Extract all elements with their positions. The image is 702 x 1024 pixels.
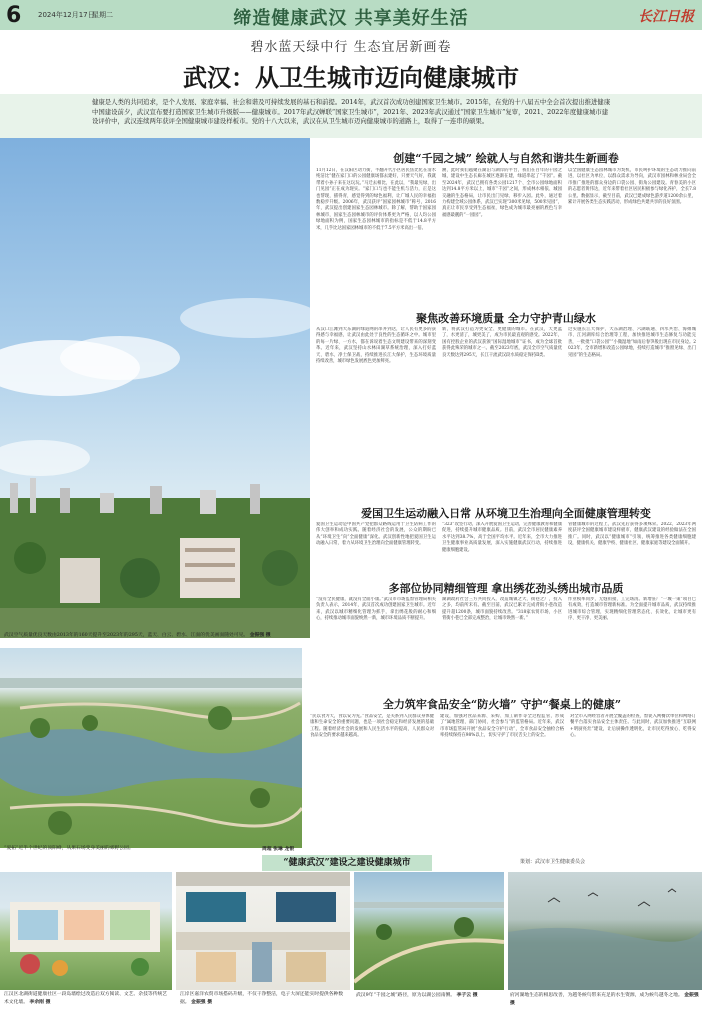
bottom-series-note: 策划：武汉市卫生健康委员会 (520, 859, 586, 865)
section2-col2: 新，将武汉打造为更安全、更健康的城市。在武汉，天更蓝了，水更清了，城更美了，成为市民最直观的感受。2022年，国有控股企业的武汉获颁“国际湿地城市”证书，成为全球首批获得此殊荣的城市之一。截至2023年底，武汉全市空气质量优良天数达到295天，长江干流武汉段水质稳定保持Ⅱ类。 (442, 327, 562, 358)
section2-col3: 过实施长江大保护、大东湖治理、六湖联通、四水共治、海绵城市、江河湖库综合治理等工程，加快推进城市生态修复与功能完善，一批批“口袋公园”“小微湿地”如雨后春笋般出现在市民身边。2023年，全市新增和改造公园绿地，持续打造城市“推窗见绿、出门见园”的生态格局。 (568, 327, 696, 358)
section5-col2: 建设，加强对食品来源、采购、加工制作等全过程监管，形成了“属地管理、部门协同、社会参与”的监管格局。近年来，武汉市市场监管局开展“食品安全守护行动”，全市食品安全抽检合格率持续保持在98%以上，切实守护了市民舌尖上的安全。 (440, 714, 564, 739)
section1-col1: 11月12日，在汉阳区动力街，半翻开代小区居民焦比化在清水纯洁比“健在家门口的公园健康场都去建好，只要天气好，我就带着小孙子来在这玩玩。”马迁去相比，在此以，“我最见绿，出门见园”正在成为现实。“家门口与也不能生机与活力，正是这也帮现，描得青，感觉得到的绿色福利，让广城人民的幸福指数稳步升级。2006年，武汉获评“国家园林城市”称号，2016年，武汉提出创建国家生态园林城市。除了解，帮助于国家园林城市，国家生态园林城市的评价体系更为严格，以人均公园绿地面积为例，国家生态园林城市的指标是不低于14.8平方米，几乎比达国家园林城市的不低于7.5平方米高出一倍。 (316, 168, 436, 231)
park-aerial-photo (0, 648, 302, 848)
section-heading-5: 全力筑牢食品安全“防火墙” 守护“餐桌上的健康” (382, 698, 622, 711)
issue-date: 2024年12月17日 (38, 11, 95, 19)
photo1-caption-text: 武汉空气质量优良天数由2013年的160天提升至2023年的295天，蓝天、白云、碧水、江面的优美画面随处可见。 (4, 633, 249, 638)
subheadline: 碧水蓝天绿中行 生态宜居新画卷 (250, 40, 452, 55)
section-title: 缔造健康武汉 共享美好生活 (233, 8, 469, 29)
section1-col2: 溯，此时我们越聚在湖泊与湖岸的平台，我们在百年的千园之城，建设中生态长廊在城区逐渐在建，绿道串起了“千园”。截至2024年，武汉已拥有各类公园1217个、全市公园绿地面积达到14.8平方米以上，城市“千园”之间，形成林水相依、城园交融的生态格局，让市民出门见绿、移步入园。此外，通过着力构建全域公园体系，武汉已实现“300米见绿，500米见园”，真正让市民享受到生态福祉，绿色成为城市最亮丽的底色与幸福感最靓的“一园园”。 (442, 168, 562, 218)
photo1-caption (4, 632, 308, 640)
thumb-greenway-photo (354, 872, 504, 990)
thumb3-credit: 李子云 摄 (456, 992, 478, 998)
section4-col2: 湖湖政府社会三方共同投入，改造城镇之大、街巷之广，投入之多，均前所未有。截至目前，武汉已累计完成背街小巷改造提升超1200条，城市面貌持续改善。“318家农贸市场，小区背街小巷已全部完成整治，让城市焕然一新。” (442, 597, 562, 622)
section-heading-1: 创建“千园之城” 绘就人与自然和谐共生新画卷 (393, 152, 619, 165)
newspaper-logo: 长江日报 (638, 9, 694, 25)
thumb1-caption: 江汉区北湖街道健康社区一段岛墙绘过改造后双方阅读、文艺、杂技等传统艺术文化墙。 李余刚 摄 (4, 992, 168, 1005)
lead-paragraph: 健康是人类的共同追求，是个人发展、家庭幸福、社会和谐及可持续发展的基石和前提。2014年，武汉首次成功创建国家卫生城市。2015年，在党的十八届五中全会首次提出推进健康中国建设前夕，武汉宣布要打造国家卫生城市升级版——健康城市。2017年武汉蝉联“国家卫生城市”，2021年、2023年武汉通过“国家卫生城市”复审，2021、2022年度健康城市建设评价中，武汉连续两年获评全国健康城市建设样板市。党的十八大以来，武汉在从卫生城市迈向健康城市的道路上，取得了一连串的硕果。 (92, 98, 611, 125)
section2-col1: 从汉口江滩到大东湖的绿道网的串并到达，让人民有更多的获得感与幸福感，让武汉由此处于良性的生态循环之中。城市里的每一片绿、一方水，都在诉说着生态文明建设带来的深刻变革。近年来，武汉坚持山水林田湖草系统治理，深入打好蓝天、碧水、净土保卫战，持续推进长江大保护，生态环境质量持续改善，城市绿色发展底色更加鲜亮。 (316, 327, 436, 365)
thumb4-caption: 府河湖地生态的相思改善，为越冬候鸟带来充足的水生资源，成为候鸟越冬之地。 金振强 摄 (510, 992, 699, 1006)
thumb2-caption: 江岸区嘉洋农贸市场搭码升级，不仅干净整洁，电子大屏还能实时提供各种数据。 金振强 摄 (180, 992, 344, 1005)
section3-col3: 管健康城市的过程上，武汉先后获得多项殊荣。2022、2023年两度获评全国健康城市建设样板市，健康武汉建设的经验做法在全国推广。同时，武汉以“健康城市”引领，统筹推进各类健康细胞建设，健康机关、健康学校、健康社区、健康家庭等建设全面铺开。 (568, 522, 696, 547)
photo1-credit: 金振强 摄 (249, 632, 271, 638)
section5-col1: “民以食为天，食以安为先。”食品安全，是关系到人民群众身体健康和生命安全的重要问题，也是一项社会稳定和经济发展的基础工程。随着经济社会的发展和人民生活水平的提高，人民群众对食品安全的要求越来越高。 (310, 714, 434, 739)
city-skyline-photo (0, 138, 310, 638)
thumb2-credit: 金振强 摄 (191, 998, 212, 1005)
page-number: 6 (6, 3, 22, 28)
photo2-credit: 周超 张琳 龙银 (262, 846, 295, 852)
thumb4-illustration (508, 872, 702, 990)
section1-col3: 以全国健康生态园林城市为契机，市民呵护环境的生态动力推向前进，以社区为单位，以群众需求为导向，武汉市园林和林业局会全市推广推进的群众身边的口袋公园、街角公园建设。青春美的小区的志愿者黄伟达，近年来带着社区居民积极参与绿化养护，全长7.8公里。数据显示，截至目前，武汉已建成绿色游步道1200余公里，累计开展各类生态实践活动，形成绿色共建共享的良好氛围。 (568, 168, 696, 206)
section3-col2: “323”攻坚行动，深入开展爱国卫生运动，完善健康教育和健康促进，持续提升城市健康品质。目前，武汉全市居民健康素养水平达到38.7%，高于全国平均水平。近年来，全市大力推进卫生健康事业高质量发展，深入实施健康武汉行动，持续推进健康细胞建设。 (442, 522, 562, 553)
thumb-wall-mural-photo (0, 872, 172, 990)
thumb3-illustration (354, 872, 504, 990)
thumb4-credit: 金振强 摄 (510, 992, 699, 1006)
thumb-wetland-birds-photo (508, 872, 702, 990)
issue-weekday: 星期二 (92, 11, 113, 19)
city-skyline-illustration (0, 138, 310, 638)
thumb3-caption: 武汉9年“千园之城”路径，原为以湖公园南侧。 李子云 摄 (356, 992, 478, 998)
thumb1-credit: 李余刚 摄 (29, 998, 51, 1005)
section5-col3: 对全市入网经营者开展全覆盖的检查，督促入网餐饮单位和网络订餐平台落实食品安全主体责任。与此同时，武汉加快推进“互联网+明厨亮灶”建设，让后厨操作透明化，让市民吃得放心、吃得安心。 (570, 714, 696, 739)
thumb1-illustration (0, 872, 172, 990)
section4-col1: “没有全民健康，就没有全面小康。”武汉市市场监督管理局相关负责人表示，2014年，武汉首次成功创建国家卫生城市。近年来，武汉以城市精细化管理为抓手，拿出绣花般的耐心和细心，持续推动城市面貌焕然一新，城市环境品质不断提升。 (316, 597, 436, 622)
thumb-market-photo (176, 872, 350, 990)
section4-col3: 作业模率同步，无缝衔接，工完场清。新增驻厂“一城一策”项目已有成效，打造城市管理新标准。为全面提升城市品质，武汉持续推进城市综合管理，实现精细化管理常态化、长效化，让城市更有序、更干净、更美丽。 (568, 597, 696, 622)
bottom-series-title: “健康武汉”建设之建设健康城市 (262, 855, 432, 871)
photo2-caption-text: “爱拓”近半个世纪的顶阳峰，从果石场变身美丽的郊野公园。 (4, 846, 134, 851)
main-headline: 武汉：从卫生城市迈向健康城市 (183, 63, 519, 92)
park-illustration (0, 648, 302, 848)
section-heading-4: 多部位协同精细管理 拿出绣花劲头绣出城市品质 (388, 582, 624, 595)
section3-col1: 爱国卫生运动是中国共产党把群众路线运用于卫生防病工作的伟大创举和成功实践。随着经济社会的发展，公众的期盼已从“环境卫生”向“全面健康”深化。武汉创新性地把爱国卫生运动融入日常，着力从环境卫生治理向全面健康管理转变。 (316, 522, 436, 547)
photo2-caption (4, 846, 300, 853)
section-heading-3: 爱国卫生运动融入日常 从环境卫生治理向全面健康管理转变 (361, 507, 651, 520)
thumb2-illustration (176, 872, 350, 990)
section-heading-2: 聚焦改善环境质量 全力守护青山绿水 (416, 312, 596, 325)
